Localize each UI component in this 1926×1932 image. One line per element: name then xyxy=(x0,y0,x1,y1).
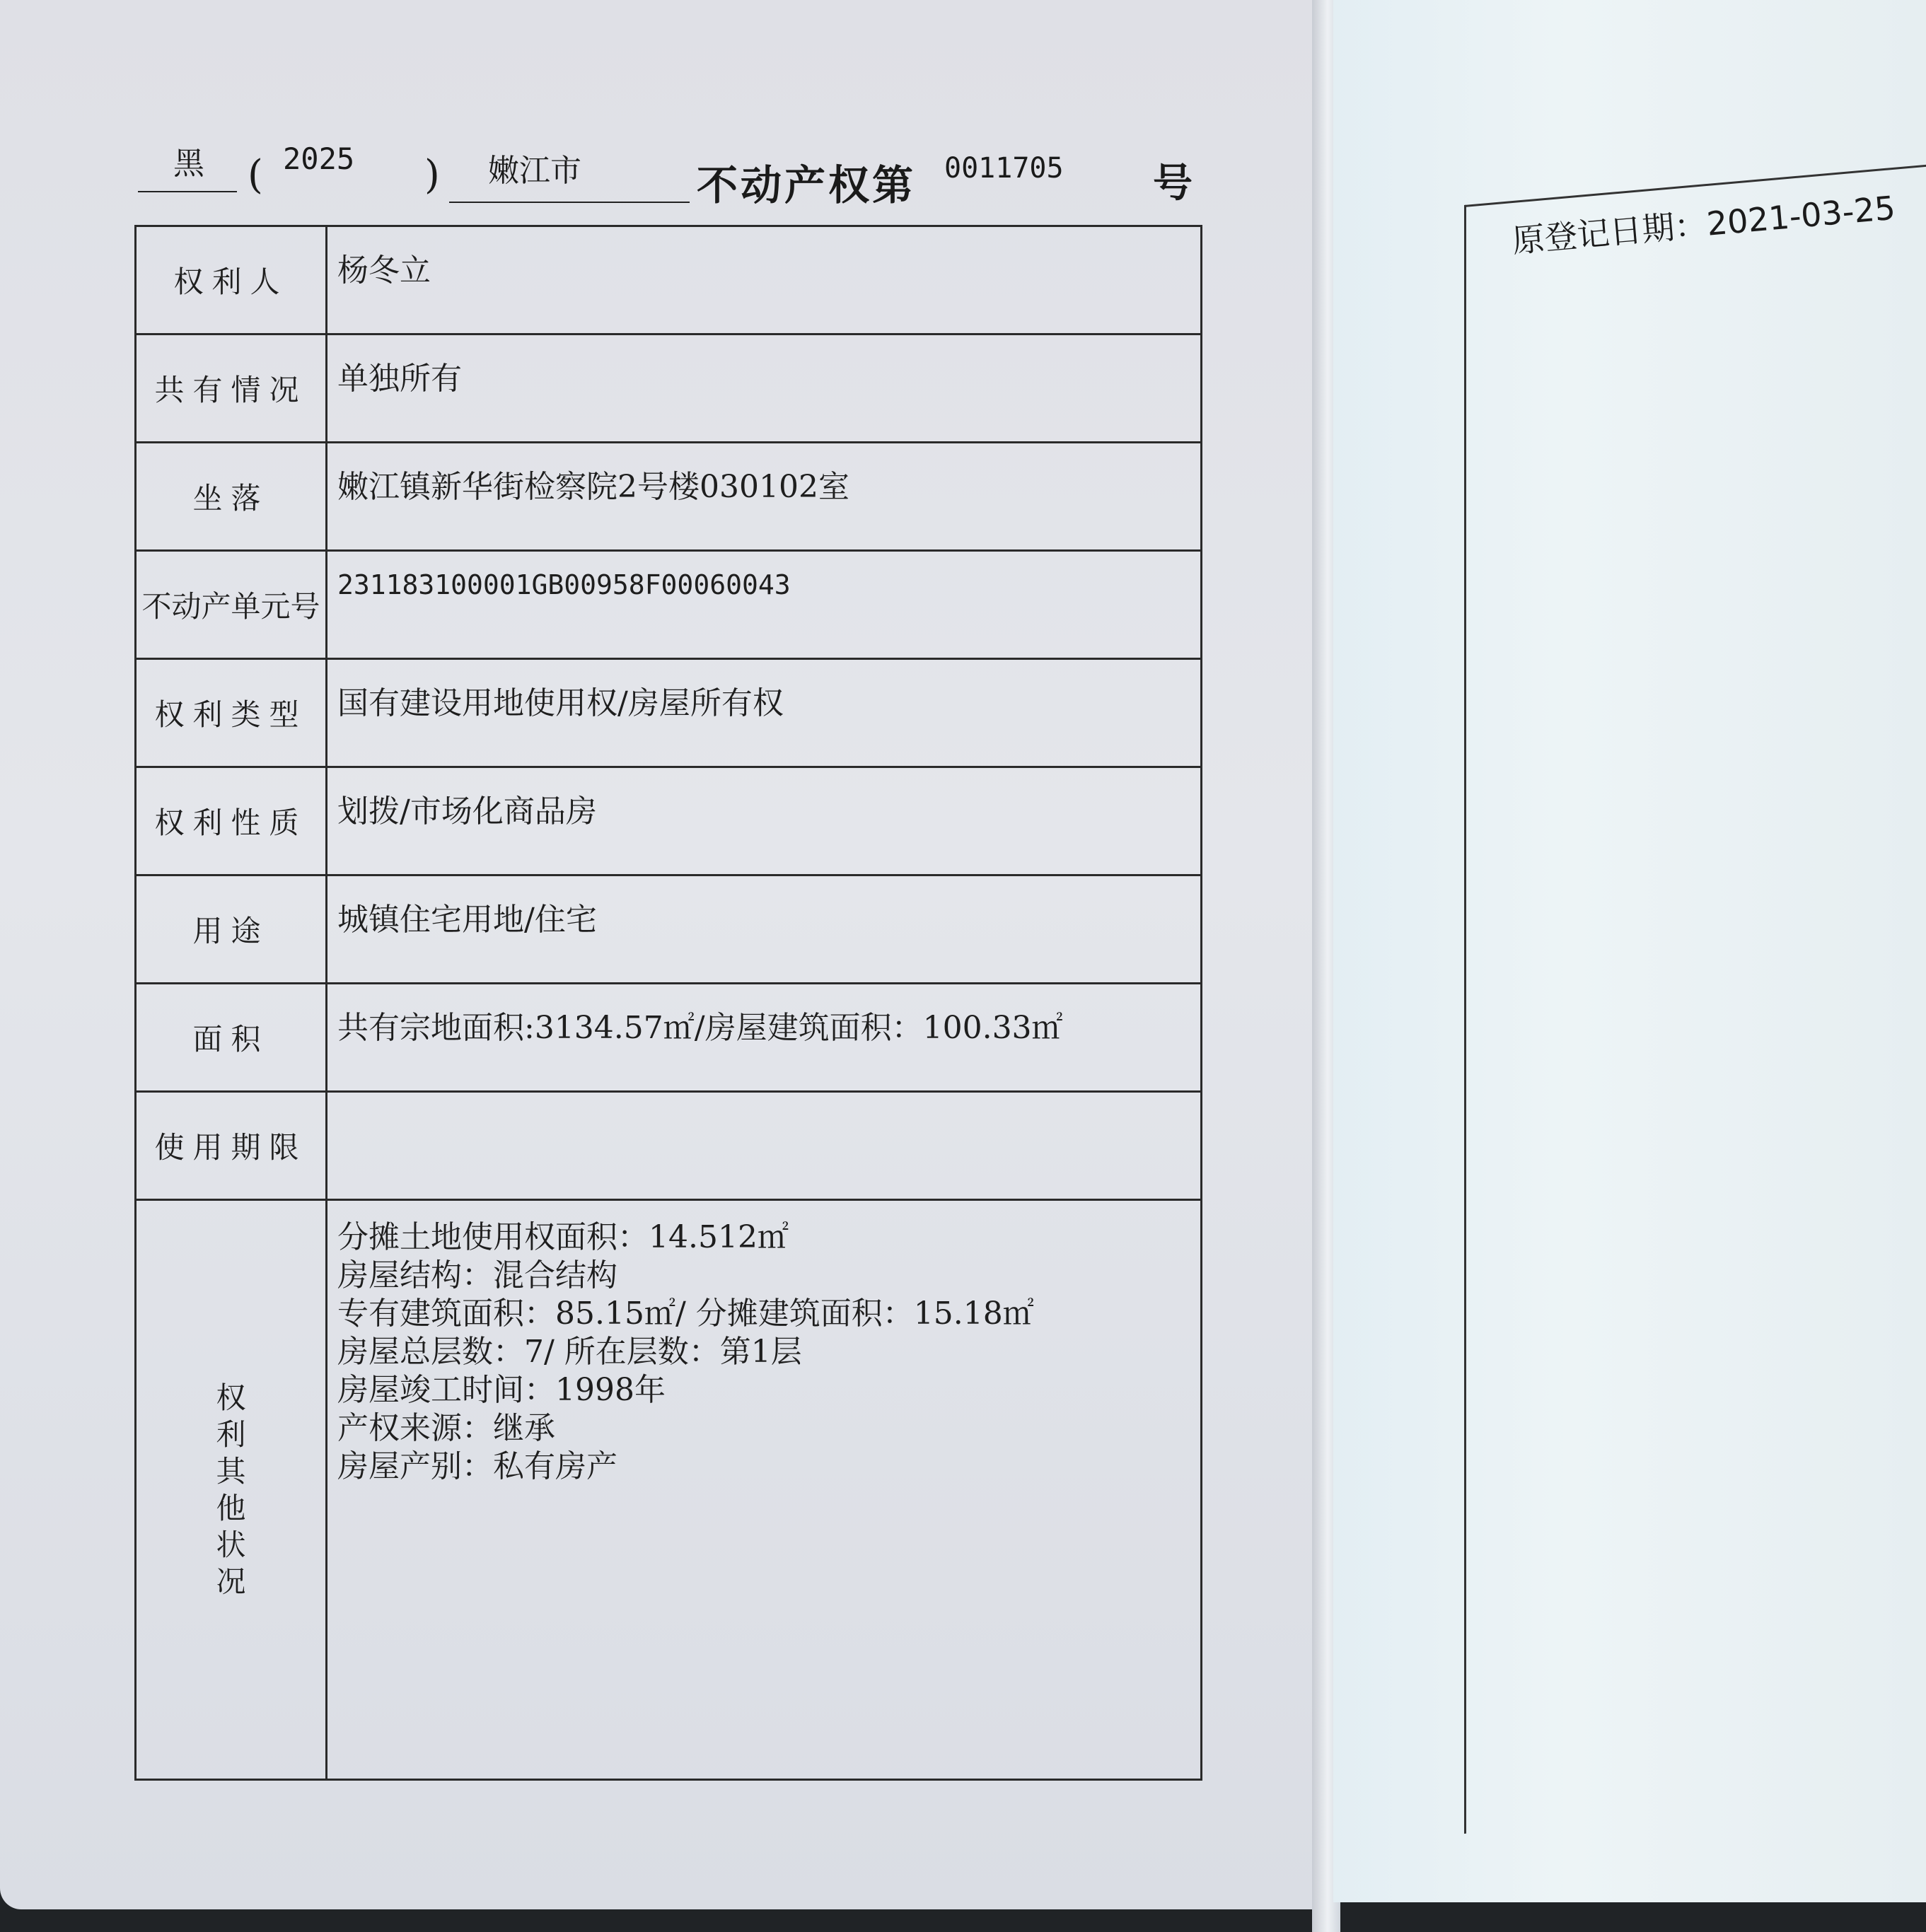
row-value: 单独所有 xyxy=(327,334,1202,443)
certificate-header xyxy=(138,138,1199,216)
province-underline xyxy=(138,191,237,192)
other-label: 权利其他状况 xyxy=(216,1380,246,1599)
other-status-list xyxy=(327,1200,1202,1780)
original-record-box xyxy=(1464,161,1926,1834)
table-row xyxy=(136,984,1202,1092)
list-item: 房屋竣工时间：1998年 xyxy=(337,1372,666,1408)
list-item: 房屋总层数：7/ 所在层数：第1层 xyxy=(337,1334,802,1370)
row-label: 使用期限 xyxy=(136,1092,327,1200)
row-value: 231183100001GB00958F00060043 xyxy=(327,551,1202,659)
list-item: 分摊土地使用权面积：14.512㎡ xyxy=(337,1219,789,1255)
certificate-title: 不动产权第 xyxy=(697,161,917,209)
row-label: 权利人 xyxy=(136,226,327,334)
property-record-table xyxy=(134,225,1202,1781)
row-value xyxy=(327,1092,1202,1200)
row-label: 权利性质 xyxy=(136,767,327,875)
row-label: 用途 xyxy=(136,875,327,984)
table-row xyxy=(136,875,1202,984)
row-value: 城镇住宅用地/住宅 xyxy=(327,875,1202,984)
table-row xyxy=(136,443,1202,551)
table-row xyxy=(136,1092,1202,1200)
year: 2025 xyxy=(283,141,355,176)
row-value: 嫩江镇新华街检察院2号楼030102室 xyxy=(327,443,1202,551)
left-paren: ( xyxy=(248,152,263,198)
city: 嫩江市 xyxy=(488,153,581,189)
list-item: 房屋产别：私有房产 xyxy=(337,1448,617,1484)
original-registration-date: 原登记日期：2021-03-25 xyxy=(1510,188,1897,260)
row-value: 杨冬立 xyxy=(327,226,1202,334)
city-underline xyxy=(449,202,690,203)
province-abbr: 黑 xyxy=(173,146,204,182)
table-row xyxy=(136,551,1202,659)
row-label: 共有情况 xyxy=(136,334,327,443)
list-item: 房屋结构：混合结构 xyxy=(337,1257,617,1293)
row-value: 共有宗地面积:3134.57㎡/房屋建筑面积：100.33㎡ xyxy=(327,984,1202,1092)
table-row-other xyxy=(136,1200,1202,1780)
row-label: 面积 xyxy=(136,984,327,1092)
row-value: 划拨/市场化商品房 xyxy=(327,767,1202,875)
certificate-suffix: 号 xyxy=(1153,160,1193,206)
right-paren: ) xyxy=(424,152,440,198)
row-label: 不动产单元号 xyxy=(136,551,327,659)
table-row xyxy=(136,767,1202,875)
table-row xyxy=(136,334,1202,443)
other-label-cell xyxy=(136,1200,327,1780)
certificate-number: 0011705 xyxy=(944,152,1064,185)
list-item: 产权来源：继承 xyxy=(337,1410,555,1446)
table-row xyxy=(136,226,1202,334)
row-value: 国有建设用地使用权/房屋所有权 xyxy=(327,659,1202,767)
row-label: 权利类型 xyxy=(136,659,327,767)
table-row xyxy=(136,659,1202,767)
row-label: 坐落 xyxy=(136,443,327,551)
list-item: 专有建筑面积：85.15㎡/ 分摊建筑面积：15.18㎡ xyxy=(337,1296,1034,1332)
